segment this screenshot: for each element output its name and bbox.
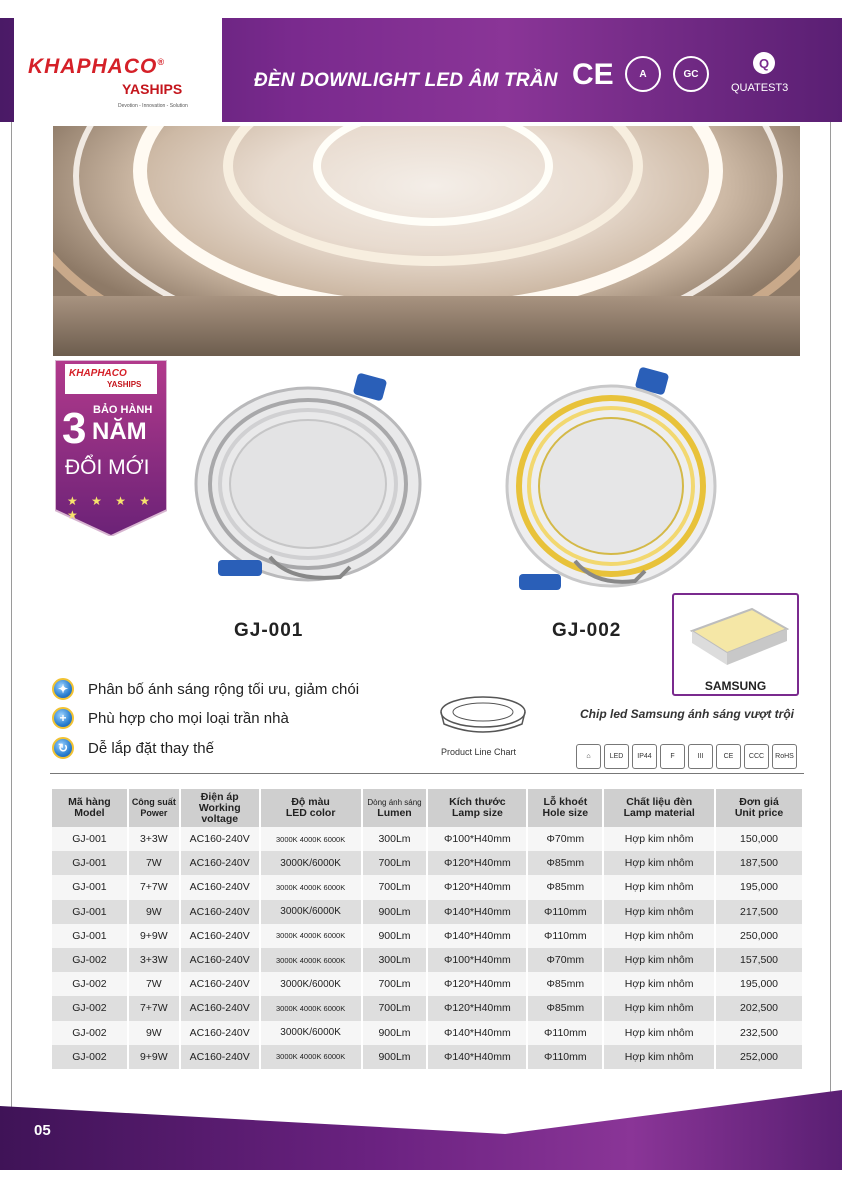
- table-row: [52, 972, 803, 996]
- table-cell: Hợp kim nhôm: [603, 972, 715, 996]
- table-cell: 150,000: [715, 827, 803, 851]
- table-cell: 300Lm: [362, 827, 428, 851]
- brand-sublogo: YASHIPS: [122, 81, 183, 97]
- table-cell: Φ70mm: [527, 948, 603, 972]
- table-cell: Hợp kim nhôm: [603, 1045, 715, 1069]
- table-cell: GJ-001: [52, 924, 128, 948]
- col-header-model: Mã hàng Model: [52, 789, 128, 827]
- table-cell: Φ140*H40mm: [427, 900, 527, 924]
- badge-sublogo: YASHIPS: [107, 380, 142, 389]
- table-row: [52, 1045, 803, 1069]
- table-row: [52, 996, 803, 1020]
- table-cell: 202,500: [715, 996, 803, 1020]
- badge-line3: ĐỔI MỚI: [65, 456, 150, 479]
- table-cell: 3000K 4000K 6000K: [260, 1045, 362, 1069]
- table-cell: Φ120*H40mm: [427, 972, 527, 996]
- table-row: [52, 827, 803, 851]
- table-cell: 700Lm: [362, 875, 428, 899]
- table-cell: 7+7W: [128, 996, 180, 1020]
- col-header-price: Đơn giá Unit price: [715, 789, 803, 827]
- table-cell: 232,500: [715, 1021, 803, 1045]
- table-cell: 252,000: [715, 1045, 803, 1069]
- page-border-right: [830, 122, 831, 1168]
- table-cell: GJ-001: [52, 900, 128, 924]
- table-cell: 900Lm: [362, 1045, 428, 1069]
- brand-logo: KHAPHACO®: [28, 55, 165, 78]
- table-cell: 7W: [128, 851, 180, 875]
- table-cell: 3000K 4000K 6000K: [260, 996, 362, 1020]
- replace-icon: ↻: [52, 737, 74, 759]
- badge-line2: NĂM: [92, 418, 147, 445]
- table-cell: Φ85mm: [527, 851, 603, 875]
- col-header-voltage: Điện áp Working voltage: [180, 789, 260, 827]
- table-cell: AC160-240V: [180, 972, 260, 996]
- table-cell: 3000K 4000K 6000K: [260, 827, 362, 851]
- table-cell: AC160-240V: [180, 948, 260, 972]
- spec-table: [52, 789, 804, 1069]
- warranty-badge: [55, 360, 167, 536]
- a-cert-icon: A: [625, 56, 661, 92]
- table-cell: 700Lm: [362, 851, 428, 875]
- table-cell: Hợp kim nhôm: [603, 996, 715, 1020]
- table-cell: AC160-240V: [180, 875, 260, 899]
- col-header-power: Công suất Power: [128, 789, 180, 827]
- table-cell: 700Lm: [362, 996, 428, 1020]
- table-cell: 3000K 4000K 6000K: [260, 948, 362, 972]
- lamp-gj001-image: [190, 372, 430, 592]
- table-cell: 3+3W: [128, 827, 180, 851]
- table-cell: AC160-240V: [180, 1021, 260, 1045]
- table-cell: 217,500: [715, 900, 803, 924]
- badge-stars: ★ ★ ★ ★ ★: [67, 494, 156, 522]
- table-cell: Hợp kim nhôm: [603, 851, 715, 875]
- badge-number: 3: [62, 404, 87, 453]
- table-cell: AC160-240V: [180, 924, 260, 948]
- table-cell: AC160-240V: [180, 851, 260, 875]
- table-cell: Φ85mm: [527, 996, 603, 1020]
- quatest-logo-icon: Q: [753, 52, 775, 74]
- table-cell: 3000K 4000K 6000K: [260, 924, 362, 948]
- table-row: [52, 851, 803, 875]
- class-iii-icon: III: [688, 744, 713, 769]
- table-header-row: [52, 789, 803, 827]
- brand-tagline: Devotion - Innovation - Solution: [118, 103, 188, 109]
- feature-text: Phân bố ánh sáng rộng tối ưu, giảm chói: [88, 680, 360, 698]
- spec-icon-row: [576, 744, 797, 769]
- col-header-hole: Lỗ khoét Hole size: [527, 789, 603, 827]
- table-cell: 250,000: [715, 924, 803, 948]
- table-cell: GJ-002: [52, 948, 128, 972]
- table-cell: 7+7W: [128, 875, 180, 899]
- rohs-icon: RoHS: [772, 744, 797, 769]
- ce-cert-icon: CE: [572, 58, 614, 91]
- table-cell: 3000K/6000K: [260, 900, 362, 924]
- product-line-chart-icon: [436, 690, 530, 740]
- table-cell: GJ-002: [52, 1021, 128, 1045]
- table-cell: Hợp kim nhôm: [603, 948, 715, 972]
- badge-logo: KHAPHACO: [69, 368, 127, 379]
- page-border-left: [11, 122, 12, 1168]
- table-cell: Φ85mm: [527, 875, 603, 899]
- quatest-label: QUATEST3: [731, 82, 789, 94]
- table-cell: GJ-002: [52, 1045, 128, 1069]
- table-cell: GJ-001: [52, 875, 128, 899]
- table-cell: Hợp kim nhôm: [603, 1021, 715, 1045]
- table-cell: Φ120*H40mm: [427, 851, 527, 875]
- led-icon: LED: [604, 744, 629, 769]
- table-cell: Φ110mm: [527, 900, 603, 924]
- col-header-color: Độ màu LED color: [260, 789, 362, 827]
- footer-band: [0, 1090, 842, 1170]
- table-cell: GJ-002: [52, 996, 128, 1020]
- table-cell: GJ-001: [52, 851, 128, 875]
- feature-item: [52, 706, 289, 730]
- table-row: [52, 948, 803, 972]
- ce-icon: CE: [716, 744, 741, 769]
- feature-text: Dễ lắp đặt thay thế: [88, 739, 214, 757]
- page-title: ĐÈN DOWNLIGHT LED ÂM TRẦN: [254, 70, 558, 91]
- table-cell: Φ100*H40mm: [427, 948, 527, 972]
- table-row: [52, 875, 803, 899]
- ip44-icon: IP44: [632, 744, 657, 769]
- led-chip-icon: [682, 601, 792, 675]
- table-cell: 187,500: [715, 851, 803, 875]
- table-cell: 700Lm: [362, 972, 428, 996]
- ceiling-photo: [53, 126, 800, 356]
- table-cell: 195,000: [715, 875, 803, 899]
- table-cell: 195,000: [715, 972, 803, 996]
- table-cell: 7W: [128, 972, 180, 996]
- table-cell: 3000K/6000K: [260, 1021, 362, 1045]
- table-cell: Φ120*H40mm: [427, 875, 527, 899]
- clip-bottom-icon: [218, 560, 262, 576]
- light-spread-icon: ✦: [52, 678, 74, 700]
- table-cell: 900Lm: [362, 924, 428, 948]
- badge-line1: BẢO HÀNH: [93, 404, 153, 416]
- table-cell: 9+9W: [128, 1045, 180, 1069]
- samsung-chip-box: [672, 593, 799, 696]
- table-cell: Φ110mm: [527, 924, 603, 948]
- photo-balcony: [53, 296, 800, 356]
- feature-item: [52, 736, 214, 760]
- product-line-chart-label: Product Line Chart: [441, 747, 517, 757]
- table-cell: 300Lm: [362, 948, 428, 972]
- table-cell: 900Lm: [362, 900, 428, 924]
- ccc-icon: CCC: [744, 744, 769, 769]
- table-cell: Φ140*H40mm: [427, 1045, 527, 1069]
- gc-cert-icon: GC: [673, 56, 709, 92]
- table-cell: 9W: [128, 900, 180, 924]
- table-cell: Φ85mm: [527, 972, 603, 996]
- chip-caption: Chip led Samsung ánh sáng vượt trội: [580, 707, 794, 721]
- table-cell: Φ110mm: [527, 1021, 603, 1045]
- table-row: [52, 924, 803, 948]
- col-header-lumen: Dòng ánh sáng Lumen: [362, 789, 428, 827]
- ceiling-icon: +: [52, 707, 74, 729]
- lamp-gj002-image: [505, 366, 725, 596]
- model-label-gj001: GJ-001: [234, 620, 304, 641]
- table-cell: Hợp kim nhôm: [603, 827, 715, 851]
- table-cell: GJ-001: [52, 827, 128, 851]
- table-row: [52, 900, 803, 924]
- table-cell: 3000K 4000K 6000K: [260, 875, 362, 899]
- table-cell: 9W: [128, 1021, 180, 1045]
- col-header-size: Kích thước Lamp size: [427, 789, 527, 827]
- feature-text: Phù hợp cho mọi loại trần nhà: [88, 709, 289, 727]
- table-cell: AC160-240V: [180, 1045, 260, 1069]
- table-cell: Hợp kim nhôm: [603, 875, 715, 899]
- table-cell: 3000K/6000K: [260, 851, 362, 875]
- indoor-icon: ⌂: [576, 744, 601, 769]
- table-cell: 157,500: [715, 948, 803, 972]
- table-cell: 3000K/6000K: [260, 972, 362, 996]
- table-cell: 9+9W: [128, 924, 180, 948]
- table-cell: 900Lm: [362, 1021, 428, 1045]
- col-header-material: Chất liệu đèn Lamp material: [603, 789, 715, 827]
- table-cell: Φ100*H40mm: [427, 827, 527, 851]
- table-cell: AC160-240V: [180, 827, 260, 851]
- table-cell: Hợp kim nhôm: [603, 924, 715, 948]
- table-cell: AC160-240V: [180, 900, 260, 924]
- samsung-label: SAMSUNG: [704, 679, 767, 693]
- section-divider: [50, 773, 804, 774]
- table-cell: GJ-002: [52, 972, 128, 996]
- table-cell: Φ140*H40mm: [427, 924, 527, 948]
- feature-item: [52, 677, 359, 701]
- model-label-gj002: GJ-002: [552, 620, 622, 641]
- page-number: 05: [34, 1122, 51, 1139]
- table-cell: AC160-240V: [180, 996, 260, 1020]
- table-cell: Hợp kim nhôm: [603, 900, 715, 924]
- table-cell: 3+3W: [128, 948, 180, 972]
- table-row: [52, 1021, 803, 1045]
- f-mark-icon: F: [660, 744, 685, 769]
- table-cell: Φ110mm: [527, 1045, 603, 1069]
- clip-bottom-icon: [519, 574, 561, 590]
- table-cell: Φ140*H40mm: [427, 1021, 527, 1045]
- table-cell: Φ70mm: [527, 827, 603, 851]
- table-cell: Φ120*H40mm: [427, 996, 527, 1020]
